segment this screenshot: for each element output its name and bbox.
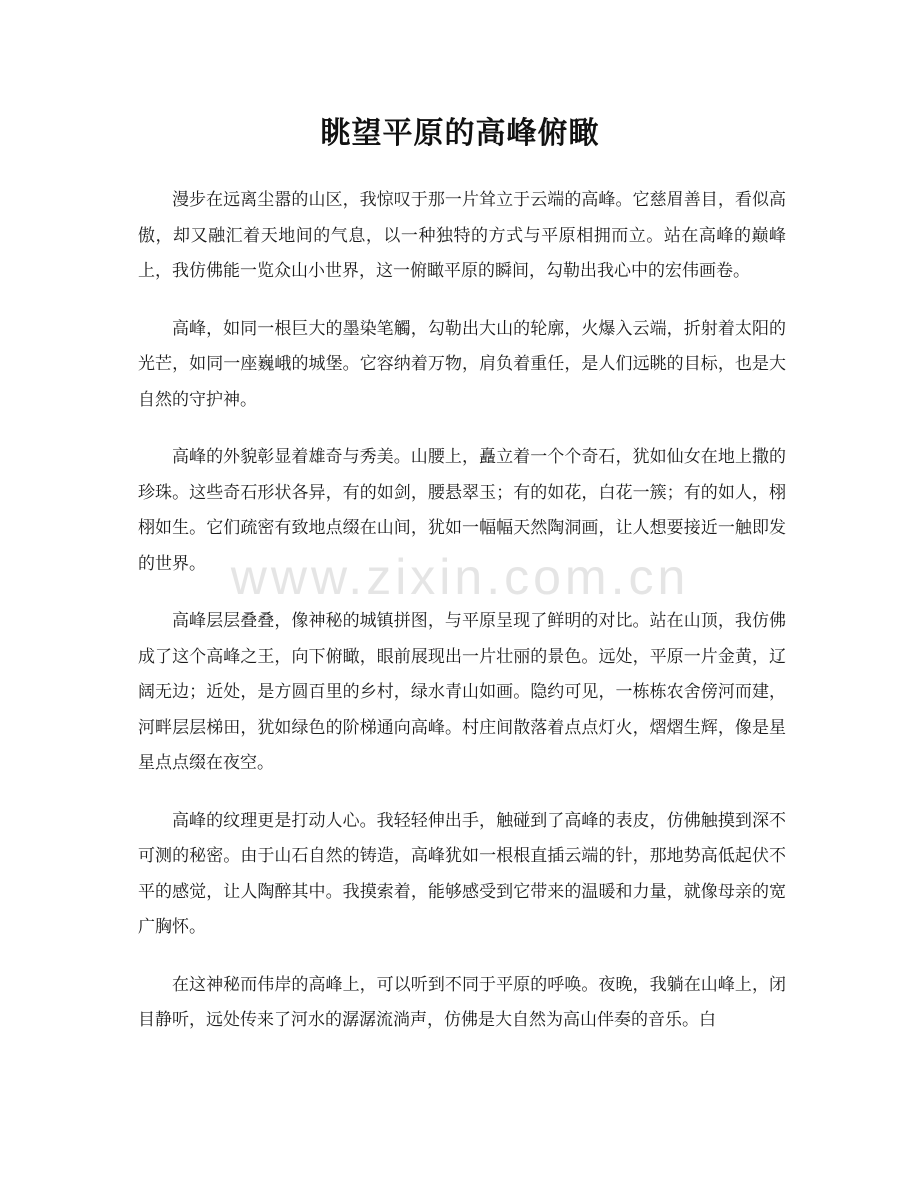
watermark: www.zixin.com.cn [230, 549, 690, 605]
document-body [138, 183, 786, 1061]
paragraph-1: 漫步在远离尘嚣的山区，我惊叹于那一片耸立于云端的高峰。它慈眉善目，看似高傲，却又融汇着天地间的气息，以一种独特的方式与平原相拥而立。站在高峰的巅峰上，我仿佛能一览众山小世界，这一俯瞰平原的瞬间，勾勒出我心中的宏伟画卷。 [138, 190, 786, 281]
paragraph-6: 在这神秘而伟岸的高峰上，可以听到不同于平原的呼唤。夜晚，我躺在山峰上，闭目静听，远处传来了河水的潺潺流淌声，仿佛是大自然为高山伴奏的音乐。白 [138, 974, 786, 1030]
paragraph-3: 高峰的外貌彰显着雄奇与秀美。山腰上，矗立着一个个奇石，犹如仙女在地上撒的珍珠。这些奇石形状各异，有的如剑，腰悬翠玉；有的如花，白花一簇；有的如人，栩栩如生。它们疏密有致地点缀在山间，犹如一幅幅天然陶洞画，让人想要接近一触即发的世界。 [138, 447, 786, 574]
paragraph-2: 高峰，如同一根巨大的墨染笔觸，勾勒出大山的轮廓，火爆入云端，折射着太阳的光芒，如同一座巍峨的城堡。它容纳着万物，肩负着重任，是人们远眺的目标，也是大自然的守护神。 [138, 318, 786, 410]
paragraph-4: 高峰层层叠叠，像神秘的城镇拼图，与平原呈现了鲜明的对比。站在山顶，我仿佛成了这个高峰之王，向下俯瞰，眼前展现出一片壮丽的景色。远处，平原一片金黄，辽阔无边；近处，是方圆百里的乡村，绿水青山如画。隐约可见，一栋栋农舍傍河而建，河畔层层梯田，犹如绿色的阶梯通向高峰。村庄间散落着点点灯火，熠熠生辉，像是星星点点缀在夜空。 [138, 611, 786, 773]
document-title: 眺望平原的高峰俯瞰 [320, 116, 600, 151]
paragraph-5: 高峰的纹理更是打动人心。我轻轻伸出手，触碰到了高峰的表皮，仿佛触摸到深不可测的秘密。由于山石自然的铸造，高峰犹如一根根直插云端的针，那地势高低起伏不平的感觉，让人陶醉其中。我摸索着，能够感受到它带来的温暖和力量，就像母亲的宽广胸怀。 [138, 810, 786, 937]
